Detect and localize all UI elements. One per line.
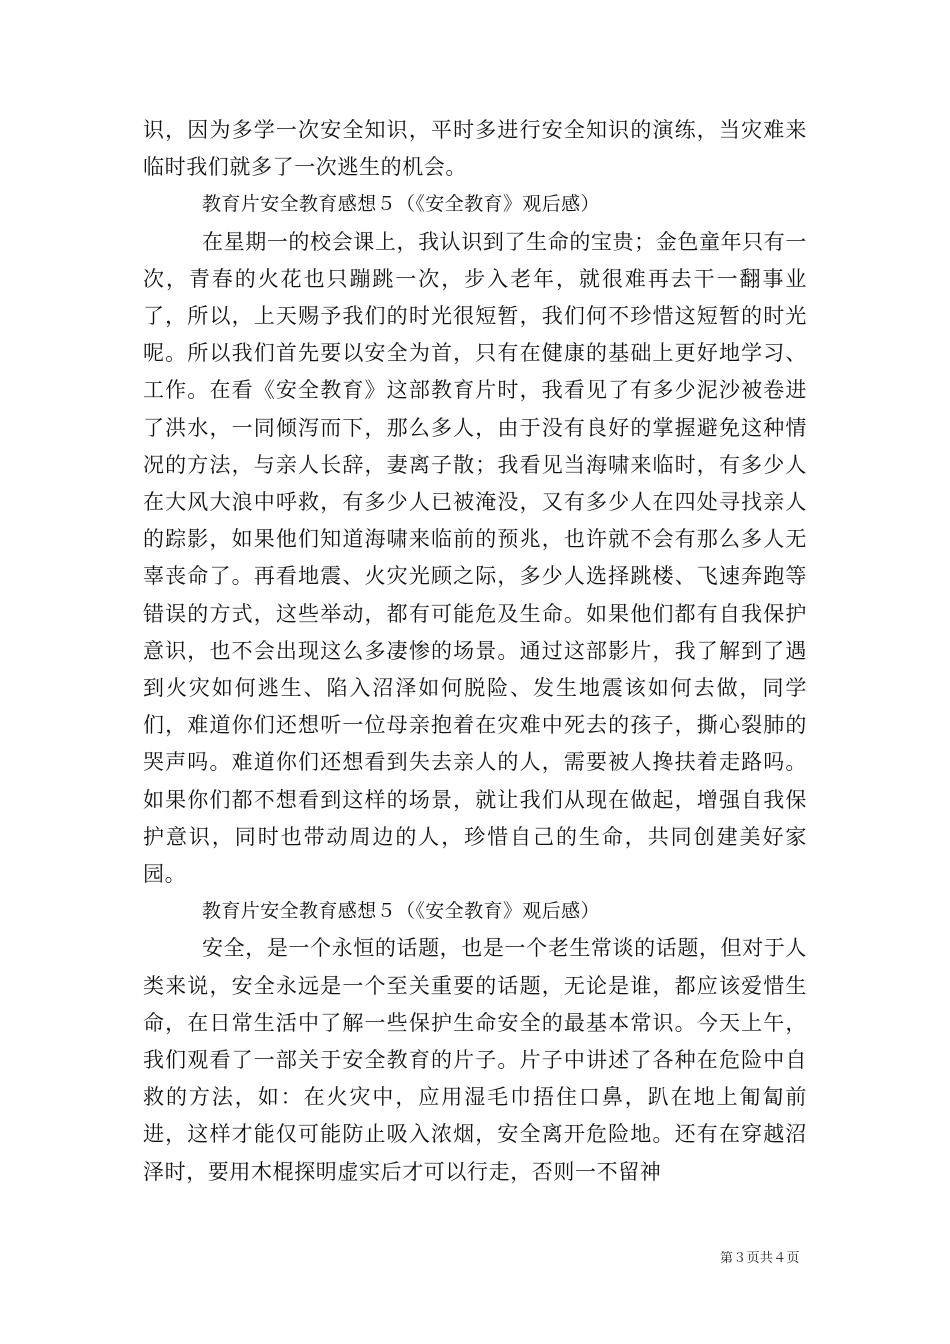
section-heading: 教育片安全教育感想５（《安全教育》观后感） (202, 900, 600, 923)
document-body (143, 112, 807, 1191)
page-number-footer: 第３页共４页 (720, 1251, 800, 1266)
paragraph-continuation: 识，因为多学一次安全知识，平时多进行安全知识的演练，当灾难来临时我们就多了一次逃生的机会。 (143, 118, 807, 180)
body-paragraph: 在星期一的校会课上，我认识到了生命的宝贵；金色童年只有一次，青春的火花也只蹦跳一次，步入老年，就很难再去干一翻事业了，所以，上天赐予我们的时光很短暂，我们何不珍惜这短暂的时光呢。所以我们首先要以安全为首，只有在健康的基础上更好地学习、工作。在看《安全教育》这部教育片时，我看见了有多少泥沙被卷进了洪水，一同倾泻而下，那么多人，由于没有良好的掌握避免这种情况的方法，与亲人长辞，妻离子散；我看见当海啸来临时，有多少人在大风大浪中呼救，有多少人已被淹没，又有多少人在四处寻找亲人的踪影，如果他们知道海啸来临前的预兆，也许就不会有那么多人无辜丧命了。再看地震、火灾光顾之际，多少人选择跳楼、飞速奔跑等错误的方式，这些举动，都有可能危及生命。如果他们都有自我保护意识，也不会出现这么多凄惨的场景。通过这部影片，我了解到了遇到火灾如何逃生、陷入沼泽如何脱险、发生地震该如何去做，同学们，难道你们还想听一位母亲抱着在灾难中死去的孩子，撕心裂肺的哭声吗。难道你们还想看到失去亲人的人，需要被人搀扶着走路吗。如果你们都不想看到这样的场景，就让我们从现在做起，增强自我保护意识，同时也带动周边的人，珍惜自己的生命，共同创建美好家园。 (143, 229, 807, 887)
body-paragraph: 安全，是一个永恒的话题，也是一个老生常谈的话题，但对于人类来说，安全永远是一个至关重要的话题，无论是谁，都应该爱惜生命，在日常生活中了解一些保护生命安全的最基本常识。今天上午，我们观看了一部关于安全教育的片子。片子中讲述了各种在危险中自救的方法，如：在火灾中，应用湿毛巾捂住口鼻，趴在地上匍匐前进，这样才能仅可能防止吸入浓烟，安全离开危险地。还有在穿越沼泽时，要用木棍探明虚实后才可以行走，否则一不留神 (143, 936, 807, 1184)
section-heading: 教育片安全教育感想５（《安全教育》观后感） (202, 193, 600, 216)
